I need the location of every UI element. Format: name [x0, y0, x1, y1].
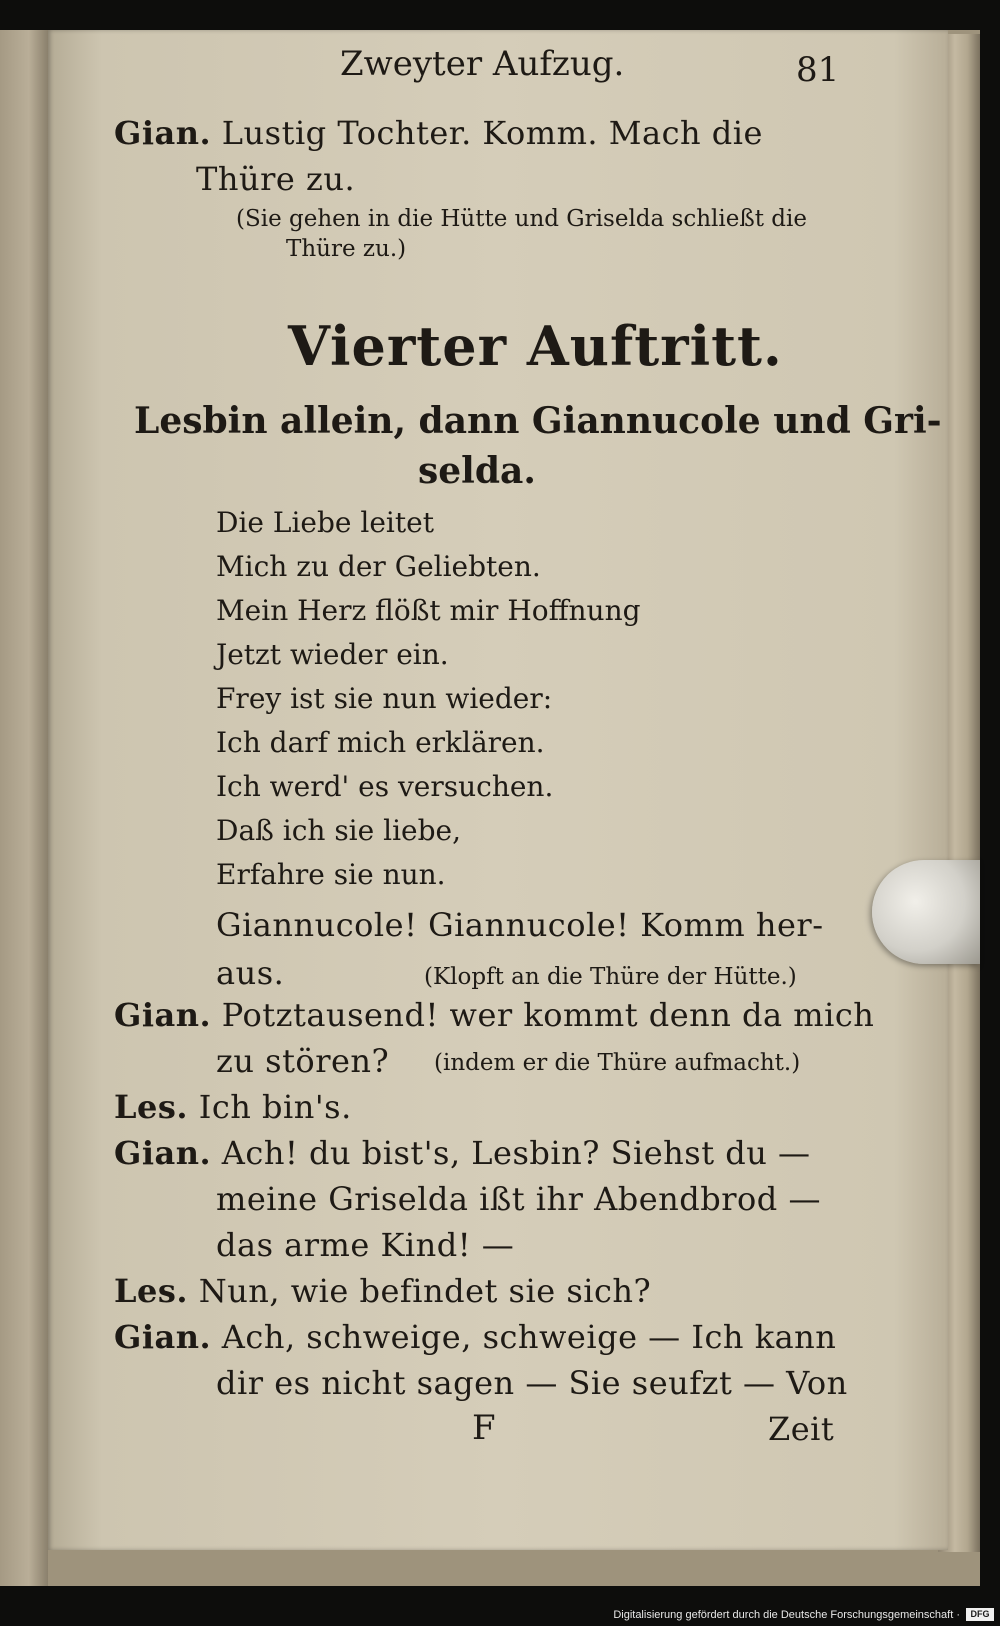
page-number: 81 [796, 50, 840, 90]
footer-bar [0, 1604, 1000, 1626]
stage-direction: (Sie gehen in die Hütte und Griselda schließt die [236, 206, 807, 232]
speech-line [114, 1088, 352, 1126]
line-text: Nun, wie befindet sie sich? [198, 1272, 652, 1310]
dfg-logo: DFG [966, 1608, 994, 1621]
speech-line [114, 1272, 651, 1310]
left-page-edge [0, 30, 48, 1586]
speech-line: das arme Kind! — [216, 1226, 515, 1264]
verse-line: Mich zu der Geliebten. [216, 550, 541, 583]
stage-direction: (indem er die Thüre aufmacht.) [434, 1050, 801, 1076]
signature-mark: F [472, 1408, 496, 1448]
speech-line [114, 996, 874, 1034]
footer-credit: Digitalisierung gefördert durch die Deutsche Forschungsgemeinschaft · [613, 1609, 960, 1621]
catchword: Zeit [768, 1410, 835, 1448]
verse-line: Die Liebe leitet [216, 506, 434, 539]
speaker-label: Gian. [114, 1134, 212, 1172]
stage-direction: (Klopft an die Thüre der Hütte.) [424, 964, 797, 990]
speech-line: Giannucole! Giannucole! Komm her- [216, 906, 824, 944]
speaker-label: Gian. [114, 1318, 212, 1356]
verse-line: Jetzt wieder ein. [216, 638, 449, 671]
speaker-label: Les. [114, 1088, 189, 1126]
verse-line: Daß ich sie liebe, [216, 814, 461, 847]
speaker-label: Les. [114, 1272, 189, 1310]
speaker-label: Gian. [114, 114, 212, 152]
verse-line: Mein Herz flößt mir Hoffnung [216, 594, 641, 627]
page-clip [872, 860, 980, 964]
verse-line: Ich darf mich erklären. [216, 726, 545, 759]
speech-line [114, 1134, 810, 1172]
speech-line: meine Griselda ißt ihr Abendbrod — [216, 1180, 821, 1218]
speaker-label: Gian. [114, 996, 212, 1034]
running-head: Zweyter Aufzug. [340, 44, 625, 84]
stage-direction: Thüre zu.) [286, 236, 407, 262]
line-text: Ach! du bist's, Lesbin? Siehst du — [221, 1134, 811, 1172]
speech-line: aus. [216, 954, 285, 992]
scene-title: Vierter Auftritt. [288, 314, 783, 378]
speech-line: Thüre zu. [196, 160, 356, 198]
speech-line: dir es nicht sagen — Sie seufzt — Von [216, 1364, 848, 1402]
line-text: Potztausend! wer kommt denn da mich [221, 996, 875, 1034]
verse-line: Erfahre sie nun. [216, 858, 446, 891]
speech-line [114, 1318, 836, 1356]
verse-line: Ich werd' es versuchen. [216, 770, 554, 803]
speech-line [114, 114, 763, 152]
book-page [48, 30, 948, 1550]
scene-subtitle: selda. [418, 450, 536, 492]
scene-subtitle: Lesbin allein, dann Giannucole und Gri- [134, 400, 942, 442]
speech-line: zu stören? [216, 1042, 390, 1080]
verse-line: Frey ist sie nun wieder: [216, 682, 553, 715]
line-text: Ich bin's. [198, 1088, 352, 1126]
line-text: Ach, schweige, schweige — Ich kann [221, 1318, 837, 1356]
line-text: Lustig Tochter. Komm. Mach die [221, 114, 763, 152]
